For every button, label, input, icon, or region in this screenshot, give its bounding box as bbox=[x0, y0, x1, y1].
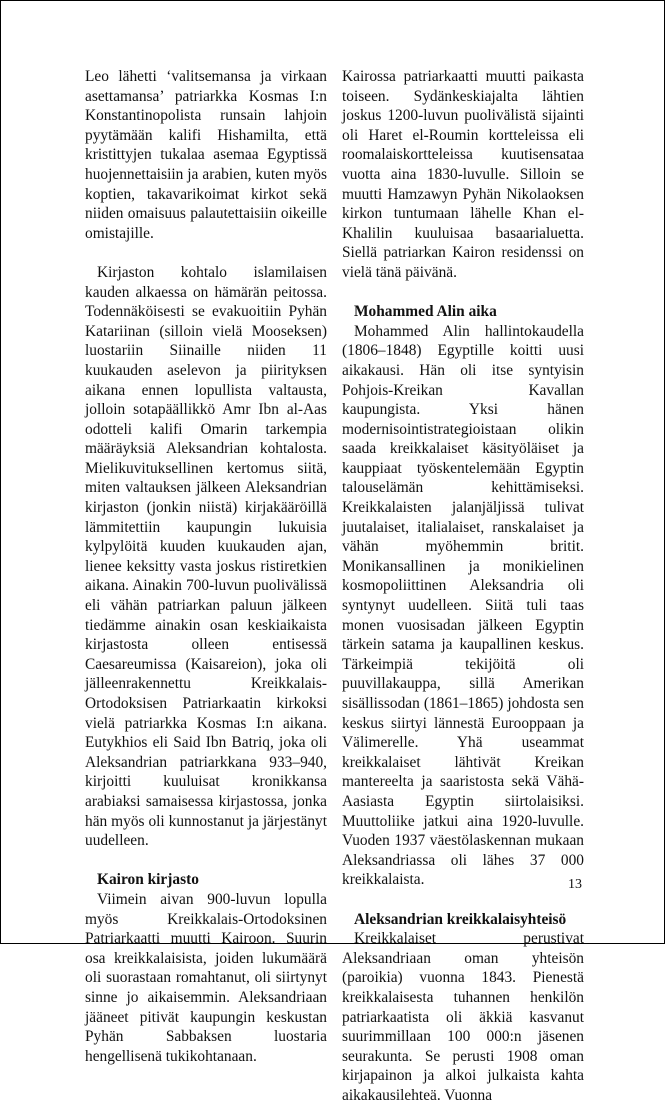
left-column bbox=[85, 67, 327, 1066]
paragraph: Kirjaston kohtalo islamilaisen kauden alkaessa on hämärän peitossa. Todennäköisesti se evakuoitiin Pyhän Katariinan (silloin vielä Mooseksen) luostariin Siinaille niiden 11 kuukauden aselevon ja piirityksen aikana ennen lopullista valtausta, jolloin sotapäällikkö Amr Ibn al-Aas odotteli kalifi Omarin tarkempia määräyksiä Aleksandrian kohtalosta. Mielikuvituksellinen kertomus siitä, miten valtauksen jälkeen Aleksandrian kirjaston (jonkin niistä) kirjakääröillä lämmitettiin kaupungin lukuisia kylpylöitä kuuden kuukauden ajan, lienee keksitty vasta joskus ristiretkien aikana. Ainakin 700-luvun puolivälissä eli vähän patriarkan paluun jälkeen tiedämme ainakin osan keskiaikaista kirjastosta olleen entisessä Caesareumissa (Kaisareion), joka oli jälleenrakennettu Kreikkalais-Ortodoksisen Patriarkaatin kirkoksi vielä patriarkka Kosmas I:n aikana. Eutykhios eli Said Ibn Batriq, joka oli Aleksandrian patriarkkana 933–940, kirjoitti kuuluisat kronikkansa arabiaksi samaisessa kirjastossa, jonka hän myös oli kunnostanut ja järjestänyt uudelleen. bbox=[85, 263, 327, 850]
paragraph: Mohammed Alin hallintokaudella (1806–1848) Egyptille koitti uusi aikakausi. Hän oli itse syntyisin Pohjois-Kreikan Kavallan kaupungista. Yksi hänen modernisointistrategioistaan olikin saada kreikkalaiset käsityöläiset ja kauppiaat työskentelemään Egyptin talouselämän kehittämiseksi. Kreikkalaisten jalanjäljissä tulivat juutalaiset, italialaiset, ranskalaiset ja vähän myöhemmin britit. Monikansallinen ja monikielinen kosmopoliittinen Aleksandria oli syntynyt uudelleen. Siitä tuli taas monen vuosisadan jälkeen Egyptin tärkein satama ja kaupallinen keskus. Tärkeimpiä tekijöitä oli puuvillakauppa, sillä Amerikan sisällissodan (1861–1865) johdosta sen keskus siirtyi lännestä Eurooppaan ja Välimerelle. Yhä useammat kreikkalaiset lähtivät Kreikan mantereelta ja saaristosta sekä Vähä-Aasiasta Egyptin siirtolaisiksi. Muuttoliike jatkui aina 1920-luvulle. Vuoden 1937 väestölaskennan mukaan Aleksandriassa oli lähes 37 000 kreikkalaista. bbox=[342, 322, 584, 889]
section-heading: Aleksandrian kreikkalaisyhteisö bbox=[354, 910, 567, 928]
paragraph: Kairossa patriarkaatti muutti paikasta toiseen. Sydänkeskiajalta lähtien joskus 1200-luvun puolivälistä sijainti oli Haret el-Roumin kortteleissa eli roomalaiskortteleissa kuutisensataa vuotta aina 1830-luvulle. Silloin se muutti Hamzawyn Pyhän Nikolaoksen kirkon tuntumaan lähelle Khan el-Khalilin kuuluisaa basaarialuetta. Siellä patriarkan Kairon residenssi on vielä tänä päivänä. bbox=[342, 68, 584, 281]
section-heading: Kairon kirjasto bbox=[97, 871, 199, 889]
paragraph: Kreikkalaiset perustivat Aleksandriaan oman yhteisön (paroikia) vuonna 1843. Pienestä kreikkalaisesta tuhannen henkilön patriarkaatista oli äkkiä kasvanut suurimmillaan 100 000:n jäsenen seurakunta. Se perusti 1908 oman kirjapainon ja alkoi julkaista kahta aikakausilehteä. Vuonna bbox=[342, 930, 584, 1104]
section-heading: Mohammed Alin aika bbox=[354, 303, 497, 321]
page-number: 13 bbox=[568, 877, 582, 892]
right-column bbox=[342, 67, 584, 1105]
paragraph: Leo lähetti ‘valitsemansa ja virkaan asettamansa’ patriarkka Kosmas I:n Konstantinopolista runsain lahjoin pyytämään kalifi Hishamilta, että kristittyjen tukalaa asemaa Egyptissä huojennettaisiin ja arabien, kuten myös koptien, takavarikoimat kirkot sekä niiden omaisuus palautettaisiin oikeille omistajille. bbox=[85, 68, 327, 242]
paragraph: Viimein aivan 900-luvun lopulla myös Kreikkalais-Ortodoksinen Patriarkaatti muutti Kairoon. Suurin osa kreikkalaisista, joiden lukumäärä oli suorastaan romahtanut, oli siirtynyt sinne jo aikaisemmin. Aleksandriaan jääneet pitivät kaupungin keskustan Pyhän Sabbaksen luostaria hengellisenä tukikohtanaan. bbox=[85, 890, 327, 1065]
